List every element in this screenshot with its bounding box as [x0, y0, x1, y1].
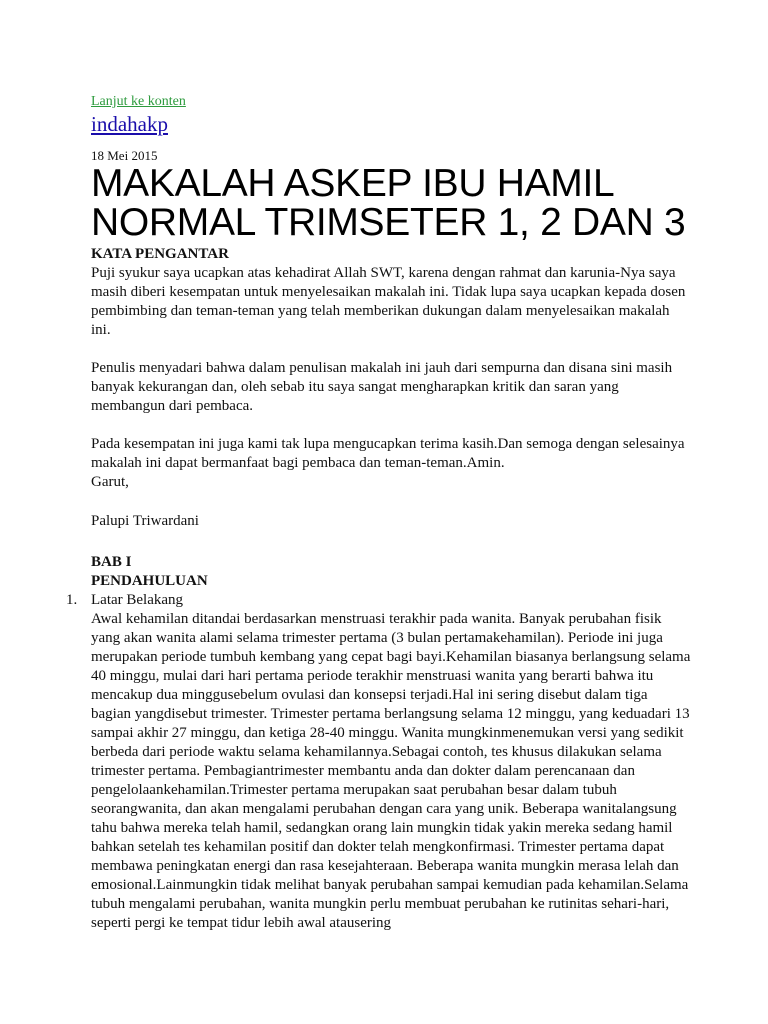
- chapter-number: BAB I: [91, 554, 132, 570]
- post-title: MAKALAH ASKEP IBU HAMIL NORMAL TRIMSETER 1, 2 DAN 3: [91, 162, 686, 244]
- preface-heading: KATA PENGANTAR: [91, 246, 229, 262]
- preface-paragraph-3: Pada kesempatan ini juga kami tak lupa mengucapkan terima kasih.Dan semoga dengan selesainya makalah ini dapat bermanfaat bagi pembaca dan teman-teman.Amin.: [91, 436, 685, 471]
- site-title-link[interactable]: indahakp: [91, 112, 168, 136]
- preface-paragraph-1: Puji syukur saya ucapkan atas kehadirat Allah SWT, karena dengan rahmat dan karunia-Nya saya masih diberi kesempatan untuk menyelesaikan makalah ini. Tidak lupa saya ucapkan kepada dosen pembimbing dan teman-teman yang telah memberikan dukungan dalam menyelesaikan makalah ini.: [91, 265, 686, 338]
- list-number: 1.: [66, 592, 78, 608]
- section-title: Latar Belakang: [91, 592, 184, 608]
- preface-paragraph-2: Penulis menyadari bahwa dalam penulisan makalah ini jauh dari sempurna dan disana sini masih banyak kekurangan dan, oleh sebab itu saya sangat mengharapkan kritik dan saran yang membangun dari pembaca.: [91, 360, 673, 414]
- post-content: [66, 245, 691, 933]
- preface-author: Palupi Triwardani: [91, 513, 199, 529]
- list-item: [66, 591, 691, 933]
- section-body: Awal kehamilan ditandai berdasarkan menstruasi terakhir pada wanita. Banyak perubahan fisik yang akan wanita alami selama trimester pertama (3 bulan pertamakehamilan). Periode ini juga merupakan periode tumbuh kembang yang cepat bagi bayi.Kehamilan biasanya berlangsung selama 40 minggu, mulai dari hari pertama periode terakhir menstruasi wanita yang berarti bahwa itu mencakup dua minggusebelum ovulasi dan konsepsi terjadi.Hal ini sering disebut dalam tiga bagian yangdisebut trimester. Trimester pertama berlangsung selama 12 minggu, yang keduadari 13 sampai akhir 27 minggu, dan ketiga 28-40 minggu. Wanita mungkinmenemukan versi yang sedikit berbeda dari periode waktu selama kehamilannya.Sebagai contoh, tes khusus dilakukan selama trimester pertama. Pembagiantrimester membantu anda dan dokter dalam perencanaan dan pengelolaankehamilan.Trimester pertama merupakan saat perubahan besar dalam tubuh seorangwanita, dan akan mengalami perubahan dengan cara yang unik. Beberapa wanitalangsung tahu bahwa mereka telah hamil, sedangkan orang lain mungkin tidak yakin mereka sedang hamil bahkan setelah tes kehamilan positif dan dokter telah mengkonfirmasi. Trimester pertama dapat membawa peningkatan energi dan rasa kesejahteraan. Beberapa wanita mungkin merasa lelah dan emosional.Lainmungkin tidak melihat banyak perubahan sampai kemudian pada kehamilan.Selama tubuh mengalami perubahan, wanita mungkin perlu membuat perubahan ke rutinitas sehari-hari, seperti pergi ke tempat tidur lebih awal atausering: [91, 611, 691, 931]
- skip-to-content-link[interactable]: Lanjut ke konten: [91, 94, 186, 109]
- preface-place: Garut,: [91, 474, 129, 490]
- chapter-title: PENDAHULUAN: [91, 573, 208, 589]
- post-date: 18 Mei 2015: [91, 148, 158, 163]
